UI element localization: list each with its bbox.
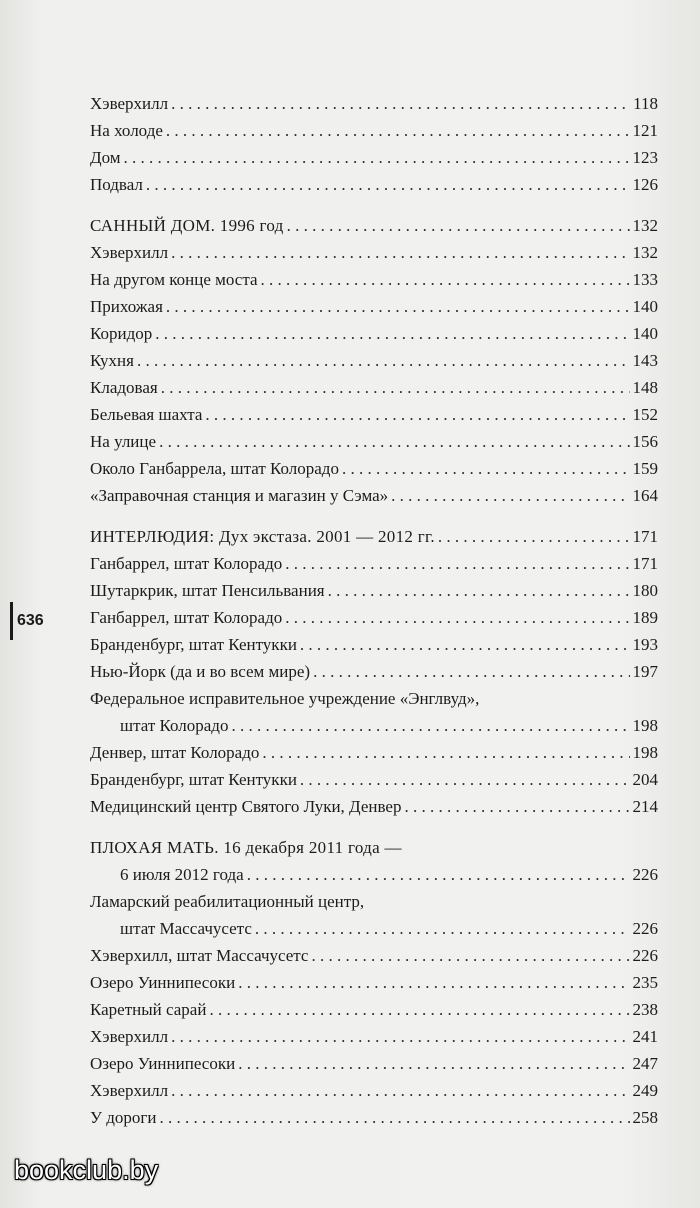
- entry-title: ПЛОХАЯ МАТЬ. 16 декабря 2011 года —: [90, 838, 402, 857]
- toc-entry: [90, 401, 658, 428]
- toc-entry: [90, 996, 658, 1023]
- toc-group-1: [90, 90, 658, 198]
- dot-leader: [238, 1050, 629, 1077]
- entry-page: 226: [632, 946, 658, 965]
- dot-leader: [205, 401, 629, 428]
- entry-page: 180: [632, 581, 658, 600]
- entry-page: 226: [632, 865, 658, 884]
- entry-title: «Заправочная станция и магазин у Сэма»: [90, 486, 389, 505]
- toc-entry: [90, 658, 658, 685]
- toc-entry: [90, 117, 658, 144]
- toc-entry: [90, 766, 658, 793]
- dot-leader: [404, 793, 629, 820]
- entry-title: Хэверхилл: [90, 243, 169, 262]
- dot-leader: [171, 239, 629, 266]
- entry-page: 156: [632, 432, 658, 451]
- toc-entry: [90, 969, 658, 996]
- dot-leader: [391, 482, 629, 509]
- toc-entry: [90, 1077, 658, 1104]
- dot-leader: [159, 428, 629, 455]
- toc-entry: [90, 550, 658, 577]
- toc-entry: [90, 739, 658, 766]
- entry-page: 140: [632, 324, 658, 343]
- toc-entry: [90, 577, 658, 604]
- dot-leader: [160, 1104, 630, 1131]
- toc-section-heading-line1: [90, 834, 658, 861]
- entry-title: Бранденбург, штат Кентукки: [90, 635, 297, 654]
- dot-leader: [231, 712, 629, 739]
- entry-title: На улице: [90, 432, 157, 451]
- dot-leader: [171, 90, 630, 117]
- dot-leader: [124, 144, 630, 171]
- entry-page: 123: [632, 148, 658, 167]
- dot-leader: [313, 658, 629, 685]
- toc-entry: [90, 374, 658, 401]
- dot-leader: [285, 604, 629, 631]
- entry-title: Прихожая: [90, 297, 163, 316]
- toc-entry-line1: [90, 888, 658, 915]
- entry-page: 148: [632, 378, 658, 397]
- toc-entry: [90, 482, 658, 509]
- entry-title: Ганбаррел, штат Колорадо: [90, 608, 283, 627]
- entry-page: 159: [632, 459, 658, 478]
- entry-title: Хэверхилл: [90, 1081, 169, 1100]
- dot-leader: [328, 577, 630, 604]
- dot-leader: [311, 942, 629, 969]
- entry-page: 247: [632, 1054, 658, 1073]
- entry-page: 198: [632, 743, 658, 762]
- entry-page: 226: [632, 919, 658, 938]
- dot-leader: [255, 915, 630, 942]
- toc-entry: [90, 90, 658, 117]
- entry-page: 118: [633, 94, 658, 113]
- entry-title-continued: штат Колорадо: [120, 716, 229, 735]
- dot-leader: [300, 766, 630, 793]
- dot-leader: [300, 631, 630, 658]
- toc-entry: [90, 793, 658, 820]
- entry-title: У дороги: [90, 1108, 157, 1127]
- dot-leader: [438, 523, 630, 550]
- toc-section-heading-line2: [90, 861, 658, 888]
- toc-entry: [90, 347, 658, 374]
- dot-leader: [171, 1077, 629, 1104]
- dot-leader: [247, 861, 630, 888]
- entry-title: Шутаркрик, штат Пенсильвания: [90, 581, 325, 600]
- toc-entry: [90, 942, 658, 969]
- dot-leader: [166, 117, 630, 144]
- entry-title: На холоде: [90, 121, 163, 140]
- toc-entry: [90, 293, 658, 320]
- entry-page: 258: [632, 1108, 658, 1127]
- toc-entry: [90, 266, 658, 293]
- page-number: 636: [10, 602, 44, 640]
- dot-leader: [155, 320, 629, 347]
- entry-title: Подвал: [90, 175, 143, 194]
- table-of-contents: [90, 90, 658, 1145]
- toc-group-4: [90, 834, 658, 1131]
- entry-title-continued: штат Массачусетс: [120, 919, 252, 938]
- entry-title: Дом: [90, 148, 121, 167]
- dot-leader: [238, 969, 629, 996]
- entry-title: Ламарский реабилитационный центр,: [90, 892, 365, 911]
- dot-leader: [209, 996, 629, 1023]
- entry-title: Кухня: [90, 351, 134, 370]
- entry-title: Медицинский центр Святого Луки, Денвер: [90, 797, 402, 816]
- dot-leader: [285, 550, 629, 577]
- dot-leader: [287, 212, 630, 239]
- entry-page: 241: [632, 1027, 658, 1046]
- entry-title: Денвер, штат Колорадо: [90, 743, 260, 762]
- toc-entry: [90, 631, 658, 658]
- entry-page: 132: [632, 243, 658, 262]
- entry-title: Бельевая шахта: [90, 405, 203, 424]
- entry-title: ИНТЕРЛЮДИЯ: Дух экстаза. 2001 — 2012 гг.: [90, 527, 435, 546]
- toc-entry: [90, 239, 658, 266]
- toc-section-heading: [90, 212, 658, 239]
- toc-entry: [90, 455, 658, 482]
- entry-page: 152: [632, 405, 658, 424]
- entry-page: 214: [632, 797, 658, 816]
- toc-group-3: [90, 523, 658, 820]
- entry-page: 189: [632, 608, 658, 627]
- entry-page: 143: [632, 351, 658, 370]
- dot-leader: [161, 374, 630, 401]
- dot-leader: [262, 739, 629, 766]
- entry-title: САННЫЙ ДОМ. 1996 год: [90, 216, 284, 235]
- toc-entry: [90, 1104, 658, 1131]
- entry-title: Коридор: [90, 324, 153, 343]
- watermark: bookclub.by: [14, 1155, 159, 1185]
- entry-title: Озеро Уиннипесоки: [90, 973, 236, 992]
- entry-page: 126: [632, 175, 658, 194]
- entry-title: Ганбаррел, штат Колорадо: [90, 554, 283, 573]
- entry-title: Федеральное исправительное учреждение «Энглвуд»,: [90, 689, 480, 708]
- toc-entry: [90, 428, 658, 455]
- entry-page: 193: [632, 635, 658, 654]
- toc-section-heading: [90, 523, 658, 550]
- entry-page: 238: [632, 1000, 658, 1019]
- entry-page: 171: [632, 527, 658, 546]
- entry-page: 198: [632, 716, 658, 735]
- entry-title: Хэверхилл: [90, 94, 169, 113]
- dot-leader: [342, 455, 630, 482]
- toc-entry: [90, 1050, 658, 1077]
- entry-page: 140: [632, 297, 658, 316]
- dot-leader: [261, 266, 630, 293]
- entry-page: 249: [632, 1081, 658, 1100]
- entry-page: 197: [632, 662, 658, 681]
- entry-title: Бранденбург, штат Кентукки: [90, 770, 297, 789]
- entry-page: 121: [632, 121, 658, 140]
- dot-leader: [137, 347, 630, 374]
- toc-entry: [90, 604, 658, 631]
- entry-title: Озеро Уиннипесоки: [90, 1054, 236, 1073]
- entry-page: 164: [632, 486, 658, 505]
- entry-title: На другом конце моста: [90, 270, 258, 289]
- entry-page: 235: [632, 973, 658, 992]
- toc-entry: [90, 1023, 658, 1050]
- toc-group-2: [90, 212, 658, 509]
- toc-entry-line2: [90, 915, 658, 942]
- entry-title: Хэверхилл: [90, 1027, 169, 1046]
- entry-title-continued: 6 июля 2012 года: [120, 865, 244, 884]
- entry-title: Хэверхилл, штат Массачусетс: [90, 946, 309, 965]
- entry-page: 204: [632, 770, 658, 789]
- toc-entry: [90, 320, 658, 347]
- entry-title: Кладовая: [90, 378, 158, 397]
- toc-entry-line1: [90, 685, 658, 712]
- entry-title: Около Ганбаррела, штат Колорадо: [90, 459, 339, 478]
- entry-title: Нью-Йорк (да и во всем мире): [90, 662, 311, 681]
- toc-entry: [90, 144, 658, 171]
- entry-page: 171: [632, 554, 658, 573]
- toc-entry-line2: [90, 712, 658, 739]
- dot-leader: [166, 293, 630, 320]
- entry-page: 133: [632, 270, 658, 289]
- entry-page: 132: [632, 216, 658, 235]
- dot-leader: [146, 171, 630, 198]
- entry-title: Каретный сарай: [90, 1000, 207, 1019]
- toc-entry: [90, 171, 658, 198]
- dot-leader: [171, 1023, 629, 1050]
